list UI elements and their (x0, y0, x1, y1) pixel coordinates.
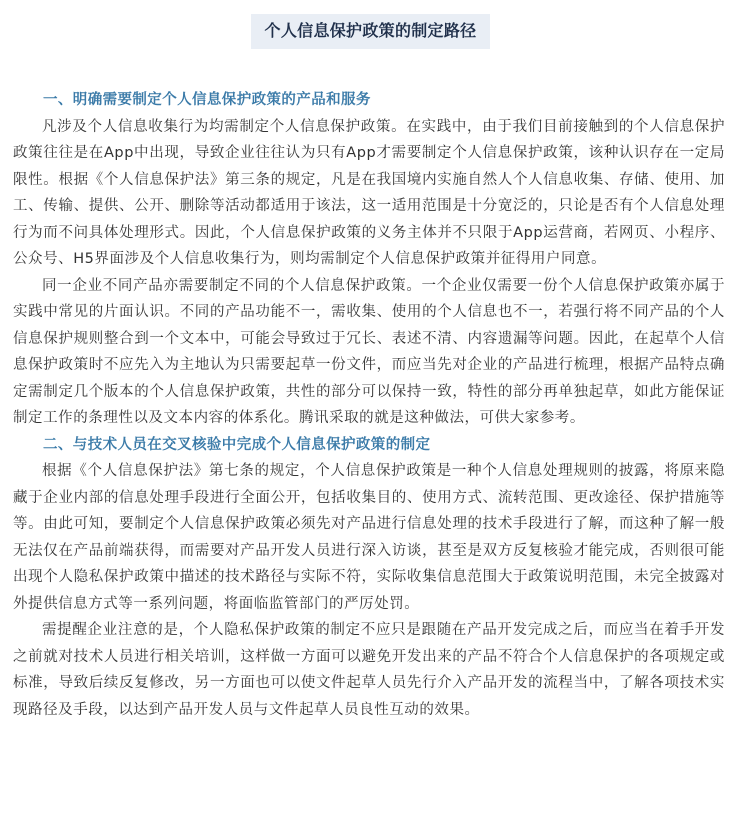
title-bar (0, 14, 741, 49)
section-1-paragraph-1: 凡涉及个人信息收集行为均需制定个人信息保护政策。在实践中，由于我们目前接触到的个人信息保护政策往往是在App中出现，导致企业往往认为只有App才需要制定个人信息保护政策，该种认识存在一定局限性。根据《个人信息保护法》第三条的规定，凡是在我国境内实施自然人个人信息收集、存储、使用、加工、传输、提供、公开、删除等活动都适用于该法，这一适用范围是十分宽泛的，只论是否有个人信息处理行为而不问具体处理形式。因此，个人信息保护政策的义务主体并不只限于App运营商，若网页、小程序、公众号、H5界面涉及个人信息收集行为，则均需制定个人信息保护政策并征得用户同意。 (13, 118, 725, 267)
article-body (13, 87, 725, 723)
section-2-paragraph-2: 需提醒企业注意的是，个人隐私保护政策的制定不应只是跟随在产品开发完成之后，而应当在着手开发之前就对技术人员进行相关培训，这样做一方面可以避免开发出来的产品不符合个人信息保护的各项规定或标准，导致后续反复修改，另一方面也可以使文件起草人员先行介入产品开发的流程当中，了解各项技术实现路径及手段，以达到产品开发人员与文件起草人员良性互动的效果。 (13, 622, 725, 718)
section-heading-1: 一、明确需要制定个人信息保护政策的产品和服务 (43, 92, 371, 108)
section-2-paragraph-1: 根据《个人信息保护法》第七条的规定，个人信息保护政策是一种个人信息处理规则的披露，将原来隐藏于企业内部的信息处理手段进行全面公开，包括收集目的、使用方式、流转范围、更改途径、保护措施等等。由此可知，要制定个人信息保护政策必须先对产品进行信息处理的技术手段进行了解，而这种了解一般无法仅在产品前端获得，而需要对产品开发人员进行深入访谈，甚至是双方反复核验才能完成，否则很可能出现个人隐私保护政策中描述的技术路径与实际不符，实际收集信息范围大于政策说明范围，未完全披露对外提供信息方式等一系列问题，将面临监管部门的严厉处罚。 (13, 463, 725, 612)
page-title: 个人信息保护政策的制定路径 (251, 14, 491, 49)
section-1-paragraph-2: 同一企业不同产品亦需要制定不同的个人信息保护政策。一个企业仅需要一份个人信息保护政策亦属于实践中常见的片面认识。不同的产品功能不一，需收集、使用的个人信息也不一，若强行将不同产品的个人信息保护规则整合到一个文本中，可能会导致过于冗长、表述不清、内容遗漏等问题。因此，在起草个人信息保护政策时不应先入为主地认为只需要起草一份文件，而应当先对企业的产品进行梳理，根据产品特点确定需制定几个版本的个人信息保护政策，共性的部分可以保持一致，特性的部分再单独起草，如此方能保证制定工作的条理性以及文本内容的体系化。腾讯采取的就是这种做法，可供大家参考。 (13, 277, 725, 426)
section-heading-2: 二、与技术人员在交叉核验中完成个人信息保护政策的制定 (43, 436, 431, 453)
